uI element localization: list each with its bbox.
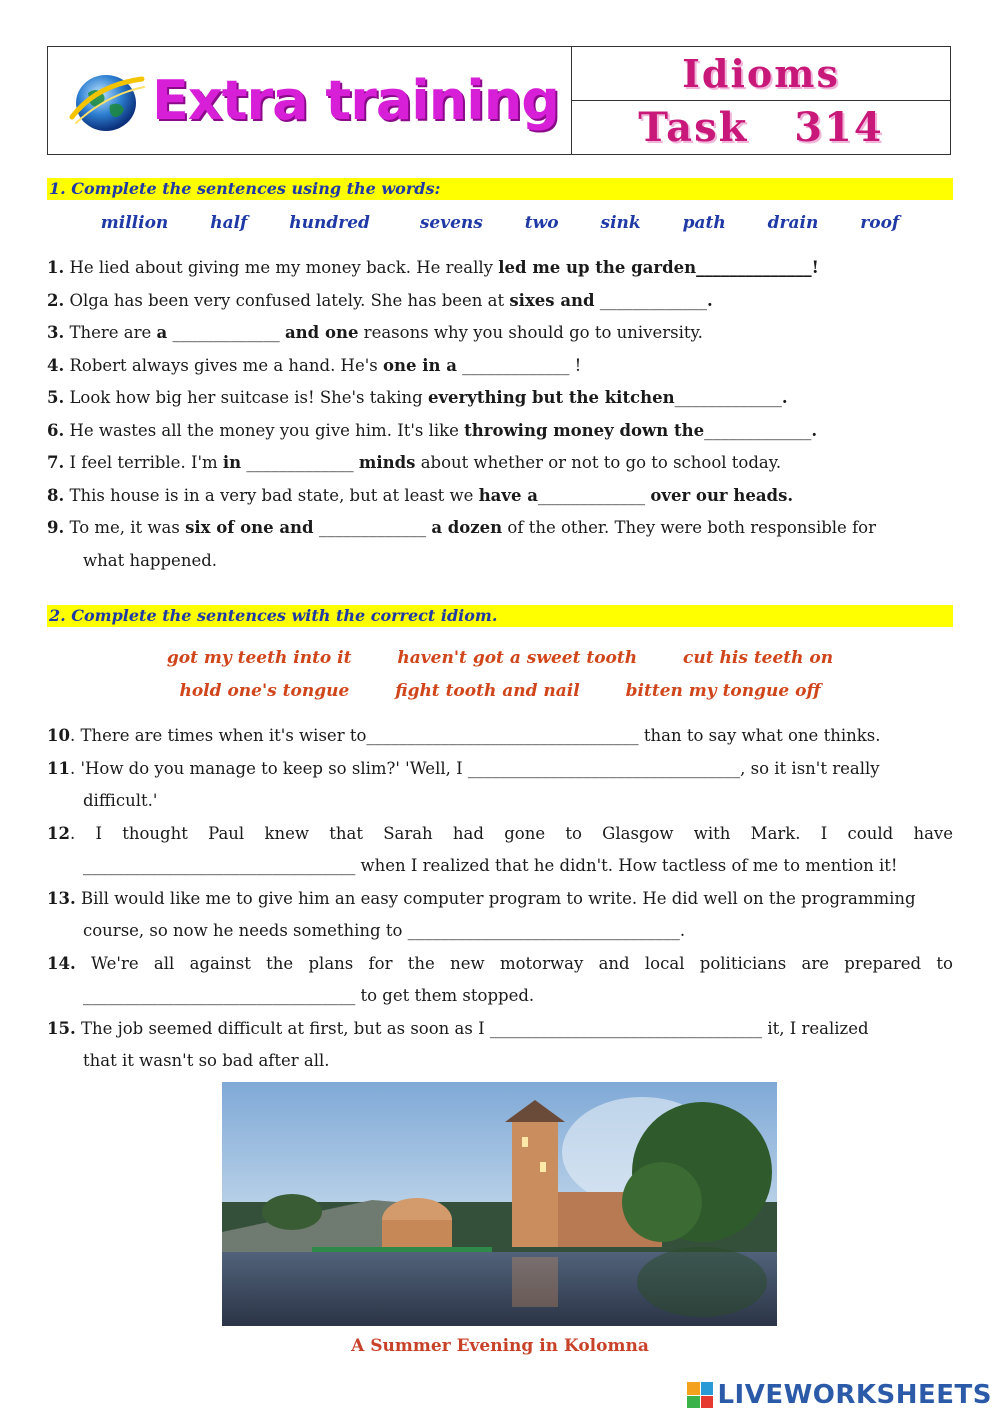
word-bank-item: roof xyxy=(860,213,900,233)
sentence-11-continued: difficult.' xyxy=(83,791,158,810)
word-bank-item: half xyxy=(210,213,248,233)
word-bank-item: path xyxy=(682,213,726,233)
idiom-bank-item: hold one's tongue xyxy=(179,681,350,701)
topic-title: Idioms xyxy=(572,47,950,101)
task-block xyxy=(572,47,950,154)
section1-title: 1. Complete the sentences using the words: xyxy=(47,178,953,200)
sentence-11: 11. 'How do you manage to keep so slim?' 'Well, I _________________________________, so it isn't really xyxy=(47,758,880,778)
exercise2-list xyxy=(47,720,953,1078)
task-number: Task 314 xyxy=(638,104,884,151)
word-bank xyxy=(0,213,1000,233)
sentence-9-continued: what happened. xyxy=(83,550,218,570)
kolomna-photo xyxy=(222,1082,777,1326)
idiom-bank-item: haven't got a sweet tooth xyxy=(397,648,638,668)
sentence-6: 6. He wastes all the money you give him. It's like throwing money down the_____________. xyxy=(47,420,818,440)
brand-block xyxy=(48,47,572,154)
idiom-bank-row-1 xyxy=(0,648,1000,668)
liveworksheets-watermark xyxy=(687,1380,992,1410)
sentence-15: 15. The job seemed difficult at first, but as soon as I _________________________________ it, I realized xyxy=(47,1018,869,1038)
liveworksheets-logo-icon xyxy=(687,1382,713,1408)
sentence-12: 12. I thought Paul knew that Sarah had gone to Glasgow with Mark. I could have xyxy=(47,823,953,843)
sentence-13: 13. Bill would like me to give him an easy computer program to write. He did well on the programming xyxy=(47,888,916,908)
word-bank-item: million xyxy=(100,213,169,233)
section2-title: 2. Complete the sentences with the correct idiom. xyxy=(47,605,953,627)
sentence-15-continued: that it wasn't so bad after all. xyxy=(83,1051,330,1070)
sentence-8: 8. This house is in a very bad state, but at least we have a_____________ over our heads. xyxy=(47,485,794,505)
idiom-bank-item: cut his teeth on xyxy=(683,648,834,668)
sentence-9: 9. To me, it was six of one and _____________ a dozen of the other. They were both responsible for xyxy=(47,518,876,537)
idiom-bank-item: fight tooth and nail xyxy=(395,681,580,701)
sentence-3: 3. There are a _____________ and one reasons why you should go to university. xyxy=(47,323,703,342)
word-bank-item: drain xyxy=(767,213,819,233)
watermark-text: LIVEWORKSHEETS xyxy=(717,1380,992,1410)
sentence-7: 7. I feel terrible. I'm in _____________ minds about whether or not to go to school today. xyxy=(47,453,782,472)
sentence-10: 10. There are times when it's wiser to_________________________________ than to say what one thinks. xyxy=(47,726,881,745)
idiom-bank-item: got my teeth into it xyxy=(166,648,352,668)
sentence-13-continued: course, so now he needs something to _________________________________. xyxy=(83,921,686,940)
exercise1-list xyxy=(47,252,953,577)
sentence-4: 4. Robert always gives me a hand. He's one in a _____________ ! xyxy=(47,355,582,375)
word-bank-item: two xyxy=(524,213,559,233)
idiom-bank-item: bitten my tongue off xyxy=(625,681,821,701)
idiom-bank-row-2 xyxy=(0,681,1000,701)
sentence-14: 14. We're all against the plans for the new motorway and local politicians are prepared to xyxy=(47,953,953,973)
word-bank-item: sevens xyxy=(419,213,483,233)
sentence-14-continued: _________________________________ to get them stopped. xyxy=(83,986,535,1005)
sentence-5: 5. Look how big her suitcase is! She's taking everything but the kitchen_____________. xyxy=(47,388,788,407)
word-bank-item: sink xyxy=(600,213,641,233)
sentence-1: 1. He lied about giving me my money back. He really led me up the garden______________! xyxy=(47,258,819,277)
brand-title: Extra training xyxy=(152,69,559,132)
sentence-12-continued: _________________________________ when I realized that he didn't. How tactless of me to mention it! xyxy=(83,856,898,875)
worksheet-header xyxy=(47,46,951,155)
photo-caption: A Summer Evening in Kolomna xyxy=(351,1336,649,1356)
sentence-2: 2. Olga has been very confused lately. She has been at sixes and _____________. xyxy=(47,290,713,310)
word-bank-item: hundred xyxy=(289,213,370,233)
globe-logo-icon xyxy=(66,65,146,137)
